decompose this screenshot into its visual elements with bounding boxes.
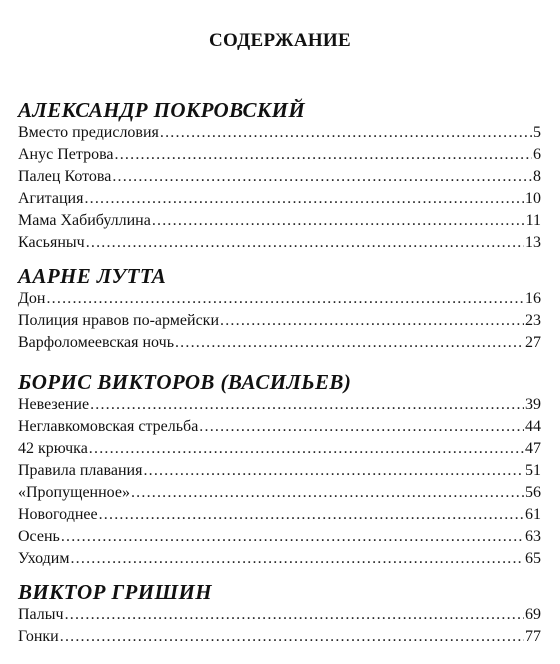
dot-leader bbox=[99, 504, 524, 526]
toc-entry-page: 39 bbox=[525, 396, 541, 413]
toc-entry-title: «Пропущенное» bbox=[18, 484, 130, 501]
toc-entry-title: Осень bbox=[18, 528, 60, 545]
dot-leader bbox=[84, 188, 524, 210]
section-author: БОРИС ВИКТОРОВ (ВАСИЛЬЕВ) bbox=[18, 370, 352, 394]
toc-entry-page: 13 bbox=[525, 234, 541, 251]
toc-entry[interactable] bbox=[18, 482, 541, 504]
toc-entry-page: 47 bbox=[525, 440, 541, 457]
toc-entry-page: 27 bbox=[525, 334, 541, 351]
toc-entry[interactable] bbox=[18, 604, 541, 626]
toc-entry-page: 8 bbox=[533, 168, 541, 185]
toc-entry[interactable] bbox=[18, 188, 541, 210]
toc-entry-title: Касьяныч bbox=[18, 234, 85, 251]
toc-entry[interactable] bbox=[18, 626, 541, 648]
toc-list bbox=[18, 288, 541, 354]
toc-list bbox=[18, 394, 541, 570]
dot-leader bbox=[115, 144, 532, 166]
dot-leader bbox=[46, 288, 524, 310]
toc-entry[interactable] bbox=[18, 122, 541, 144]
toc-section bbox=[18, 98, 541, 254]
toc-entry-page: 63 bbox=[525, 528, 541, 545]
toc-entry-title: Анус Петрова bbox=[18, 146, 114, 163]
toc-list bbox=[18, 122, 541, 254]
toc-entry-page: 23 bbox=[525, 312, 541, 329]
dot-leader bbox=[60, 626, 524, 648]
toc-entry-page: 16 bbox=[525, 290, 541, 307]
toc-list bbox=[18, 604, 541, 648]
section-author: АЛЕКСАНДР ПОКРОВСКИЙ bbox=[18, 98, 306, 122]
toc-entry[interactable] bbox=[18, 310, 541, 332]
toc-entry[interactable] bbox=[18, 210, 541, 232]
toc-entry[interactable] bbox=[18, 288, 541, 310]
toc-entry-title: Уходим bbox=[18, 550, 70, 567]
section-author: ААРНЕ ЛУТТА bbox=[18, 264, 167, 288]
toc-entry-page: 51 bbox=[525, 462, 541, 479]
toc-entry[interactable] bbox=[18, 144, 541, 166]
toc-entry-page: 61 bbox=[525, 506, 541, 523]
toc-entry[interactable] bbox=[18, 438, 541, 460]
toc-section bbox=[18, 264, 541, 354]
dot-leader bbox=[70, 548, 524, 570]
toc-entry-title: Новогоднее bbox=[18, 506, 98, 523]
toc-entry-title: Вместо предисловия bbox=[18, 124, 159, 141]
toc-entry-title: Палец Котова bbox=[18, 168, 112, 185]
toc-entry-title: Варфоломеевская ночь bbox=[18, 334, 174, 351]
toc-section bbox=[18, 580, 541, 648]
toc-entry-page: 69 bbox=[525, 606, 541, 623]
toc-entry[interactable] bbox=[18, 504, 541, 526]
dot-leader bbox=[131, 482, 524, 504]
toc-entry-title: Агитация bbox=[18, 190, 84, 207]
dot-leader bbox=[90, 394, 524, 416]
dot-leader bbox=[112, 166, 532, 188]
toc-entry[interactable] bbox=[18, 548, 541, 570]
toc-entry[interactable] bbox=[18, 460, 541, 482]
toc-entry-title: Неглавкомовская стрельба bbox=[18, 418, 199, 435]
dot-leader bbox=[160, 122, 532, 144]
dot-leader bbox=[175, 332, 524, 354]
toc-entry-page: 11 bbox=[525, 212, 541, 229]
toc-entry-title: Гонки bbox=[18, 628, 59, 645]
toc-entry-title: 42 крючка bbox=[18, 440, 88, 457]
toc-section bbox=[18, 370, 541, 570]
toc-entry-title: Полиция нравов по-армейски bbox=[18, 312, 220, 329]
dot-leader bbox=[199, 416, 524, 438]
toc-entry-title: Правила плавания bbox=[18, 462, 143, 479]
toc-entry-page: 65 bbox=[525, 550, 541, 567]
toc-entry-title: Невезение bbox=[18, 396, 90, 413]
page-title: СОДЕРЖАНИЕ bbox=[209, 30, 351, 51]
dot-leader bbox=[86, 232, 524, 254]
dot-leader bbox=[143, 460, 524, 482]
dot-leader bbox=[61, 526, 524, 548]
toc-entry-page: 10 bbox=[525, 190, 541, 207]
section-author: ВИКТОР ГРИШИН bbox=[18, 580, 213, 604]
toc-entry-page: 6 bbox=[533, 146, 541, 163]
dot-leader bbox=[152, 210, 525, 232]
toc-entry-title: Палыч bbox=[18, 606, 64, 623]
toc-entry[interactable] bbox=[18, 332, 541, 354]
toc-entry-page: 5 bbox=[533, 124, 541, 141]
toc-entry[interactable] bbox=[18, 166, 541, 188]
dot-leader bbox=[89, 438, 524, 460]
toc-entry-page: 77 bbox=[525, 628, 541, 645]
toc-entry-title: Дон bbox=[18, 290, 46, 307]
toc-entry[interactable] bbox=[18, 394, 541, 416]
dot-leader bbox=[220, 310, 524, 332]
toc-entry-page: 56 bbox=[525, 484, 541, 501]
toc-entry[interactable] bbox=[18, 416, 541, 438]
toc-entry[interactable] bbox=[18, 526, 541, 548]
toc-entry-title: Мама Хабибуллина bbox=[18, 212, 151, 229]
dot-leader bbox=[65, 604, 524, 626]
toc-entry-page: 44 bbox=[525, 418, 541, 435]
toc-entry[interactable] bbox=[18, 232, 541, 254]
